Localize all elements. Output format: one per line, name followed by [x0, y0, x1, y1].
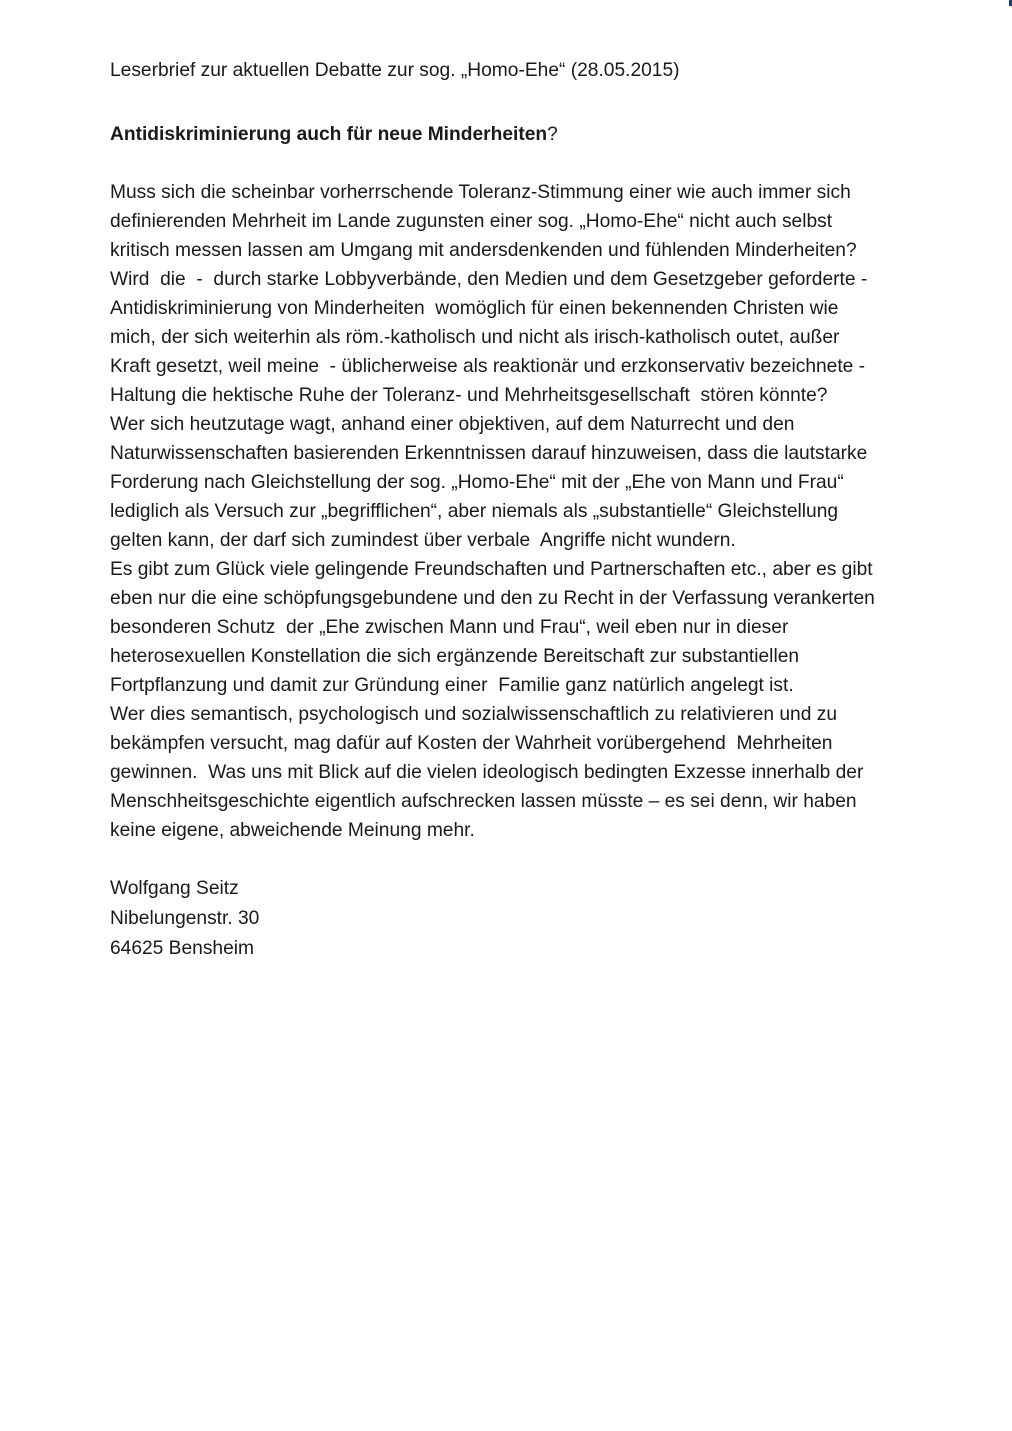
letter-title-suffix: ? [547, 124, 558, 145]
body-line: Es gibt zum Glück viele gelingende Freundschaften und Partnerschaften etc., aber es gibt [110, 559, 873, 580]
body-line: keine eigene, abweichende Meinung mehr. [110, 820, 475, 841]
signature-city: 64625 Bensheim [110, 938, 255, 959]
body-line: Fortpflanzung und damit zur Gründung einer Familie ganz natürlich angelegt ist. [110, 675, 794, 696]
body-line: besonderen Schutz der „Ehe zwischen Mann und Frau“, weil eben nur in dieser [110, 617, 789, 638]
signature-name: Wolfgang Seitz [110, 878, 239, 899]
body-line: Wird die - durch starke Lobbyverbände, den Medien und dem Gesetzgeber geforderte - [110, 269, 868, 290]
body-line: definierenden Mehrheit im Lande zugunsten einer sog. „Homo-Ehe“ nicht auch selbst [110, 211, 833, 232]
body-line: Forderung nach Gleichstellung der sog. „Homo-Ehe“ mit der „Ehe von Mann und Frau“ [110, 472, 844, 493]
body-line: Wer dies semantisch, psychologisch und sozialwissenschaftlich zu relativieren und zu [110, 704, 837, 725]
body-line: heterosexuellen Konstellation die sich ergänzende Bereitschaft zur substantiellen [110, 646, 800, 667]
signature-block [110, 874, 259, 964]
letter-title-bold: Antidiskriminierung auch für neue Minderheiten [110, 124, 548, 145]
body-line: gelten kann, der darf sich zumindest über verbale Angriffe nicht wundern. [110, 530, 736, 551]
body-line: Antidiskriminierung von Minderheiten womöglich für einen bekennenden Christen wie [110, 298, 839, 319]
body-line: Kraft gesetzt, weil meine - üblicherweise als reaktionär und erzkonservativ bezeichnete - [110, 356, 866, 377]
body-line: Haltung die hektische Ruhe der Toleranz- und Mehrheitsgesellschaft stören könnte? [110, 385, 828, 406]
body-line: kritisch messen lassen am Umgang mit andersdenkenden und fühlenden Minderheiten? [110, 240, 857, 261]
body-line: Muss sich die scheinbar vorherrschende Toleranz-Stimmung einer wie auch immer sich [110, 182, 851, 203]
body-line: eben nur die eine schöpfungsgebundene und den zu Recht in der Verfassung verankerten [110, 588, 875, 609]
letter-heading: Leserbrief zur aktuellen Debatte zur sog. „Homo-Ehe“ (28.05.2015) [110, 60, 680, 81]
body-line: Menschheitsgeschichte eigentlich aufschrecken lassen müsste – es sei denn, wir haben [110, 791, 857, 812]
body-line: mich, der sich weiterhin als röm.-katholisch und nicht als irisch-katholisch outet, außer [110, 327, 840, 348]
body-line: lediglich als Versuch zur „begrifflichen“, aber niemals als „substantielle“ Gleichstellung [110, 501, 839, 522]
letter-title [110, 124, 558, 146]
body-line: Wer sich heutzutage wagt, anhand einer objektiven, auf dem Naturrecht und den [110, 414, 795, 435]
body-line: gewinnen. Was uns mit Blick auf die vielen ideologisch bedingten Exzesse innerhalb der [110, 762, 864, 783]
letter-body [110, 178, 990, 845]
body-line: bekämpfen versucht, mag dafür auf Kosten der Wahrheit vorübergehend Mehrheiten [110, 733, 833, 754]
body-line: Naturwissenschaften basierenden Erkenntnissen darauf hinzuweisen, dass die lautstarke [110, 443, 868, 464]
signature-street: Nibelungenstr. 30 [110, 908, 260, 929]
